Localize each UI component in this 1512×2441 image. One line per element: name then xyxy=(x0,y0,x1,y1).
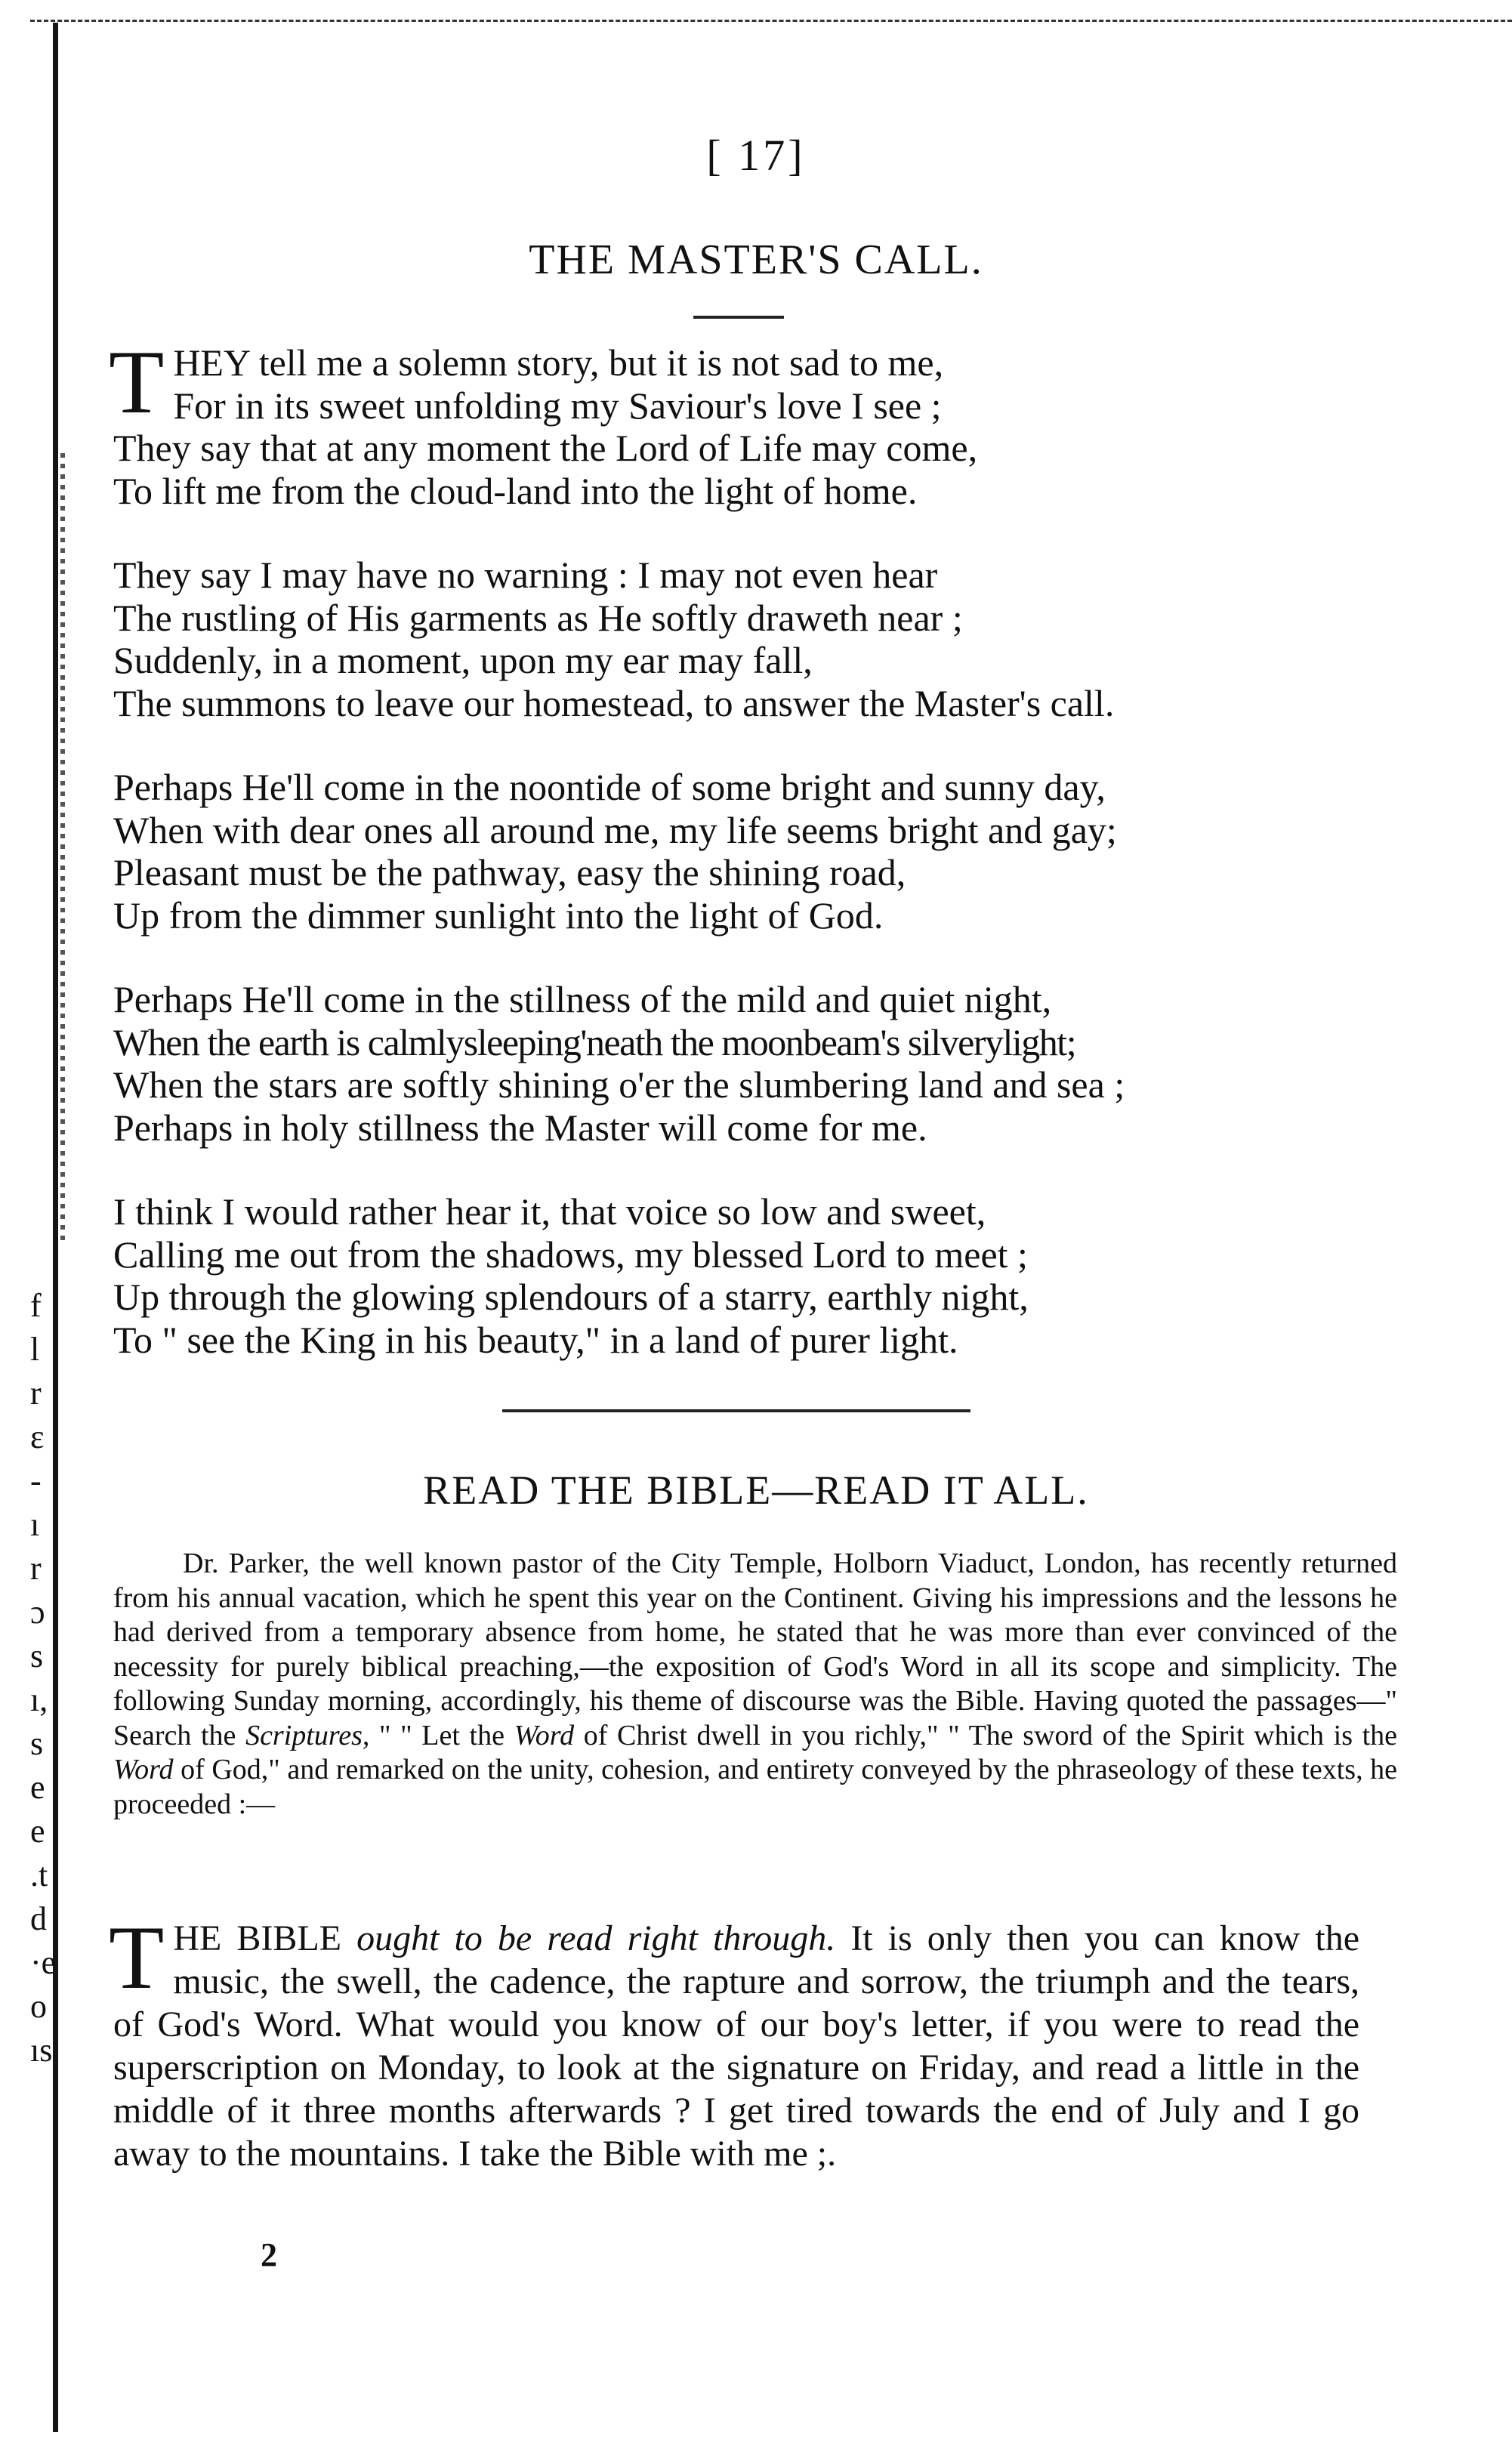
poem-line: They say I may have no warning : I may not even hear xyxy=(113,554,938,596)
poem-line: Up through the glowing splendours of a starry, earthly night, xyxy=(113,1276,1029,1318)
poem-line: They say that at any moment the Lord of Life may come, xyxy=(113,427,978,469)
page-number: [ 17] xyxy=(706,131,806,180)
margin-char: r xyxy=(30,1375,42,1412)
poem-line: When the stars are softly shining o'er the slumbering land and sea ; xyxy=(113,1063,1125,1106)
margin-char: s xyxy=(30,1725,44,1762)
poem-line: HEY tell me a solemn story, but it is not sad to me, xyxy=(173,341,944,384)
margin-char: - xyxy=(30,1462,42,1499)
margin-char: s xyxy=(30,1637,44,1674)
margin-char: ·e xyxy=(30,1944,57,1981)
margin-char: ı, xyxy=(30,1681,48,1718)
intro-text: of Christ dwell in you richly," " The sword of the Spirit which is the xyxy=(583,1719,1398,1751)
margin-char: d xyxy=(30,1900,47,1937)
title-rule xyxy=(693,316,784,319)
stanza xyxy=(109,332,1397,512)
article-body xyxy=(109,1907,1360,2175)
poem-line: The rustling of His garments as He softly draweth near ; xyxy=(113,596,963,639)
stanza xyxy=(113,1190,1397,1361)
margin-char: ı xyxy=(30,1506,40,1543)
signature-mark: 2 xyxy=(261,2236,277,2273)
body-smallcaps: HE BIBLE xyxy=(173,1918,342,1958)
margin-char: l xyxy=(30,1331,40,1368)
margin-char: e xyxy=(30,1813,45,1850)
poem-line: The summons to leave our homestead, to answer the Master's call. xyxy=(113,681,1115,724)
margin-char: ɔ xyxy=(30,1594,45,1631)
poem-line: Suddenly, in a moment, upon my ear may fall, xyxy=(113,639,813,681)
margin-char: o xyxy=(30,1988,47,2025)
intro-italic-scriptures: Scriptures, xyxy=(245,1719,370,1751)
poem-line: When with dear ones all around me, my life seems bright and gay; xyxy=(113,808,1117,851)
margin-char: r xyxy=(30,1550,42,1587)
poem-line: To " see the King in his beauty," in a land of purer light. xyxy=(113,1318,958,1361)
poem-line: Perhaps He'll come in the noontide of some bright and sunny day, xyxy=(113,766,1106,808)
intro-text: of God," and remarked on the unity, cohesion, and entirety conveyed by the phraseology of these texts, he proceeded :— xyxy=(113,1754,1398,1820)
drop-cap: T xyxy=(109,1907,165,2007)
binding-gutter-shadow xyxy=(60,453,65,1246)
poem-body xyxy=(109,332,1397,1403)
margin-char: ɛ xyxy=(30,1418,45,1455)
intro-text: " " Let the xyxy=(379,1719,505,1751)
article-intro xyxy=(113,1547,1397,1822)
intro-text: Dr. Parker, the well known pastor of the City Temple, Holborn Viaduct, London, has recently returned from his annual vacation, which he spent this year on the Continent. Giving his impressions and the lessons he had derived from a temporary absence from home, he stated that he was more than ever convinced of the necessity for purely biblical preaching,—the exposition of God's Word in all its scope and simplicity. The following Sunday morning, accordingly, his theme of discourse was the Bible. Having quoted the passages—" Search the xyxy=(113,1548,1397,1751)
section-divider xyxy=(502,1409,970,1412)
stanza xyxy=(113,766,1397,937)
stanza xyxy=(113,554,1397,724)
poem-line: To lift me from the cloud-land into the light of home. xyxy=(113,469,918,512)
poem-line: Pleasant must be the pathway, easy the shining road, xyxy=(113,851,906,893)
intro-italic-word: Word xyxy=(514,1719,575,1751)
margin-text-fragment xyxy=(30,1284,60,2072)
margin-char: .t xyxy=(30,1856,48,1893)
intro-italic-word: Word xyxy=(113,1754,174,1785)
poem-line: When the earth is calmlysleeping'neath the moonbeam's silverylight; xyxy=(113,1020,1076,1063)
poem-line: For in its sweet unfolding my Saviour's love I see ; xyxy=(173,384,942,427)
poem-line: Calling me out from the shadows, my blessed Lord to meet ; xyxy=(113,1233,1028,1276)
margin-char: e xyxy=(30,1769,45,1806)
body-text: It is only then you can know the music, the swell, the cadence, the rapture and sorrow, the triumph and the tears, of God's Word. What would you know of our boy's letter, if you were to read the superscription on Monday, to look at the signature on Friday, and read a little in the middle of it three months afterwards ? I get tired towards the end of July and I go away to the mountains. I take the Bible with me ;. xyxy=(113,1918,1360,2174)
poem-line: I think I would rather hear it, that voice so low and sweet, xyxy=(113,1190,986,1233)
poem-line: Perhaps He'll come in the stillness of the mild and quiet night, xyxy=(113,978,1052,1020)
margin-char: ıs xyxy=(30,2032,53,2069)
body-italic: ought to be read right through. xyxy=(356,1918,836,1958)
poem-line: Up from the dimmer sunlight into the light of God. xyxy=(113,893,884,937)
poem-line: Perhaps in holy stillness the Master will come for me. xyxy=(113,1106,927,1149)
margin-char: f xyxy=(30,1287,42,1324)
top-edge-rule xyxy=(30,20,1512,22)
poem-title: THE MASTER'S CALL. xyxy=(529,236,983,283)
drop-cap: T xyxy=(109,332,165,432)
stanza xyxy=(113,978,1397,1149)
article-title: READ THE BIBLE—READ IT ALL. xyxy=(423,1467,1089,1513)
